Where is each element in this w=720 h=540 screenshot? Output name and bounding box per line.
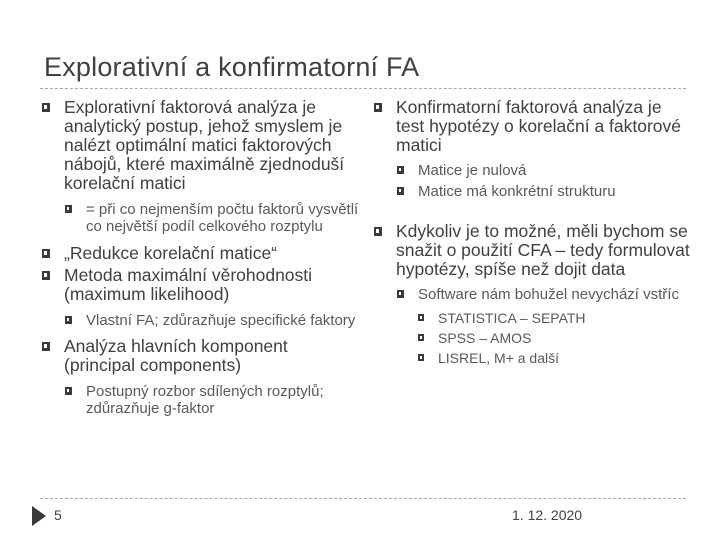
sub-sub-bullet-text: SPSS – AMOS <box>438 330 532 346</box>
sub-bullet-item <box>372 286 692 303</box>
bullet-item <box>40 244 360 263</box>
bullet-text: Metoda maximální věrohodnosti (maximum likelihood) <box>64 265 313 304</box>
sub-bullet-text: Postupný rozbor sdílených rozptylů; zdůrazňuje g-faktor <box>86 383 324 417</box>
sub-bullet-text: Matice je nulová <box>418 162 527 179</box>
square-bullet-icon <box>65 205 72 213</box>
sub-bullet-item <box>40 312 360 329</box>
square-bullet-icon <box>397 166 404 174</box>
sub-bullet-item <box>40 201 360 235</box>
slide-title: Explorativní a konfirmatorní FA <box>44 52 420 82</box>
left-column <box>40 98 360 417</box>
square-bullet-icon <box>42 271 50 280</box>
square-bullet-icon <box>397 290 404 298</box>
sub-sub-bullet-text: STATISTICA – SEPATH <box>438 310 586 326</box>
bullet-text: Analýza hlavních komponent (principal components) <box>64 336 288 375</box>
sub-bullet-text: Software nám bohužel nevychází vstříc <box>418 286 679 303</box>
play-triangle-icon <box>32 506 46 526</box>
bullet-item <box>372 98 692 155</box>
right-column <box>372 98 692 366</box>
bullet-text: „Redukce korelační matice“ <box>64 243 277 263</box>
square-bullet-icon <box>418 314 424 321</box>
bullet-item <box>40 337 360 375</box>
sub-bullet-text: Vlastní FA; zdůrazňuje specifické faktory <box>86 312 356 329</box>
footer-divider <box>40 498 686 499</box>
square-bullet-icon <box>42 249 50 258</box>
sub-bullet-item <box>372 183 692 200</box>
sub-bullet-text: = při co nejmenším počtu faktorů vysvětlí co největší podíl celkového rozptylu <box>86 201 359 235</box>
bullet-item <box>40 266 360 304</box>
bullet-item <box>40 98 360 193</box>
bullet-text: Explorativní faktorová analýza je analytický postup, jehož smyslem je nalézt optimální matici faktorových nábojů, které maximálně zjednoduší korelační matici <box>64 97 345 193</box>
sub-bullet-item <box>40 383 360 417</box>
bullet-text: Kdykoliv je to možné, měli bychom se snažit o použití CFA – tedy formulovat hypotézy, spíše než dojit data <box>396 221 690 279</box>
square-bullet-icon <box>65 316 72 324</box>
sub-sub-bullet-item <box>372 310 692 326</box>
square-bullet-icon <box>42 342 50 351</box>
sub-sub-bullet-item <box>372 350 692 366</box>
square-bullet-icon <box>374 103 382 112</box>
square-bullet-icon <box>397 187 404 195</box>
slide-date: 1. 12. 2020 <box>512 507 583 523</box>
sub-sub-bullet-item <box>372 330 692 346</box>
square-bullet-icon <box>418 334 424 341</box>
square-bullet-icon <box>418 354 424 361</box>
slide-number: 5 <box>54 507 62 523</box>
bullet-item <box>372 222 692 279</box>
bullet-text: Konfirmatorní faktorová analýza je test hypotézy o korelační a faktorové matici <box>396 97 682 155</box>
sub-sub-bullet-text: LISREL, M+ a další <box>438 350 560 366</box>
title-divider <box>40 88 686 89</box>
square-bullet-icon <box>374 227 382 236</box>
sub-bullet-item <box>372 162 692 179</box>
square-bullet-icon <box>65 387 72 395</box>
sub-bullet-text: Matice má konkrétní strukturu <box>418 183 616 200</box>
square-bullet-icon <box>42 103 50 112</box>
